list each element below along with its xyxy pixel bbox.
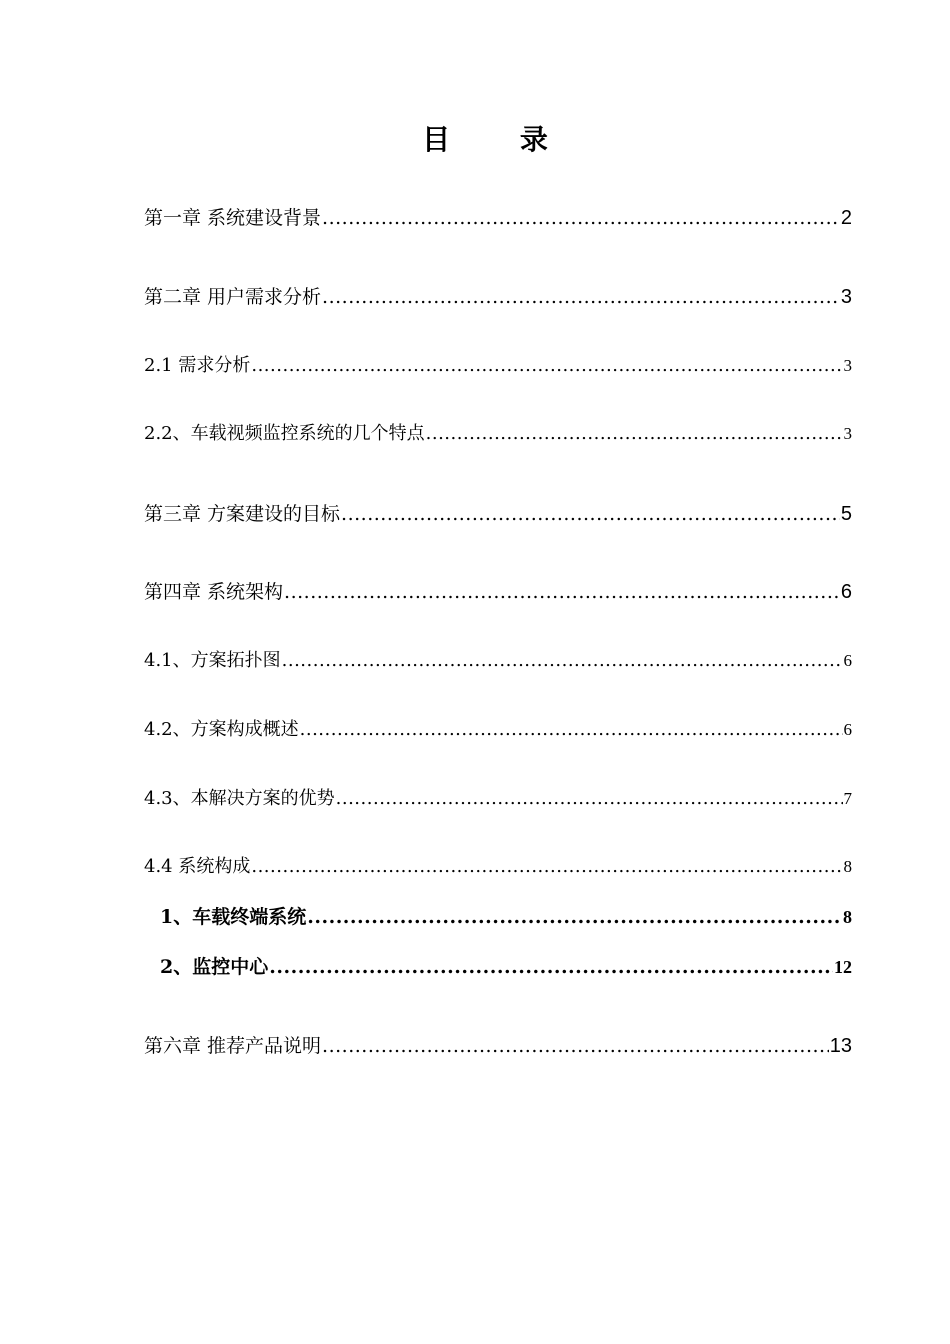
toc-entry-page: 8 xyxy=(843,857,852,876)
dot-leader xyxy=(322,282,840,312)
toc-entry-section-4-4[interactable] xyxy=(144,852,852,882)
toc-entry-page: 6 xyxy=(843,720,852,739)
dot-leader xyxy=(336,784,843,814)
dot-leader xyxy=(269,952,833,982)
toc-entry-label: 4.2、方案构成概述 xyxy=(144,719,299,740)
toc-entry-section-2-2[interactable] xyxy=(144,419,852,449)
dot-leader xyxy=(322,203,840,233)
toc-entry-section-4-3[interactable] xyxy=(144,784,852,814)
toc-entry-section-2-1[interactable] xyxy=(144,351,852,381)
toc-entry-section-4-1[interactable] xyxy=(144,646,852,676)
toc-entry-label: 第三章 方案建设的目标 xyxy=(144,503,341,525)
toc-entry-page: 3 xyxy=(840,286,852,308)
dot-leader xyxy=(300,715,843,745)
toc-entry-page: 8 xyxy=(843,907,852,927)
toc-entry-chapter-3[interactable] xyxy=(144,499,852,529)
toc-entry-page: 2 xyxy=(840,207,852,229)
toc-title: 目 录 xyxy=(422,123,578,156)
toc-entry-chapter-4[interactable] xyxy=(144,577,852,607)
toc-entry-label: 2.2、车载视频监控系统的几个特点 xyxy=(144,423,425,444)
dot-leader xyxy=(322,1031,829,1061)
toc-entry-chapter-6[interactable] xyxy=(144,1031,852,1061)
toc-entry-label: 第六章 推荐产品说明 xyxy=(144,1035,322,1057)
toc-entry-page: 6 xyxy=(840,581,852,603)
toc-entry-label: 2、监控中心 xyxy=(160,956,269,978)
dot-leader xyxy=(251,852,842,882)
toc-entry-page: 13 xyxy=(829,1035,852,1057)
toc-entry-page: 7 xyxy=(843,789,852,808)
dot-leader xyxy=(341,499,840,529)
toc-entry-page: 6 xyxy=(843,651,852,670)
toc-entry-subsection-2[interactable] xyxy=(160,952,852,982)
toc-entry-label: 1、车载终端系统 xyxy=(160,906,307,928)
toc-entry-page: 3 xyxy=(843,424,852,443)
toc-entry-page: 3 xyxy=(843,356,852,375)
toc-entry-label: 4.3、本解决方案的优势 xyxy=(144,788,335,809)
toc-entry-page: 5 xyxy=(840,503,852,525)
toc-entry-label: 2.1 需求分析 xyxy=(144,355,251,376)
toc-entry-label: 第一章 系统建设背景 xyxy=(144,207,322,229)
dot-leader xyxy=(251,351,842,381)
dot-leader xyxy=(284,577,840,607)
dot-leader xyxy=(426,419,843,449)
toc-entry-subsection-1[interactable] xyxy=(160,902,852,932)
toc-entry-section-4-2[interactable] xyxy=(144,715,852,745)
toc-entry-chapter-2[interactable] xyxy=(144,282,852,312)
toc-entry-label: 第四章 系统架构 xyxy=(144,581,284,603)
toc-entry-label: 4.4 系统构成 xyxy=(144,856,251,877)
toc-entry-chapter-1[interactable] xyxy=(144,203,852,233)
toc-entry-label: 第二章 用户需求分析 xyxy=(144,286,322,308)
toc-entry-label: 4.1、方案拓扑图 xyxy=(144,650,281,671)
dot-leader xyxy=(282,646,843,676)
toc-entry-page: 12 xyxy=(834,957,852,977)
dot-leader xyxy=(307,902,842,932)
